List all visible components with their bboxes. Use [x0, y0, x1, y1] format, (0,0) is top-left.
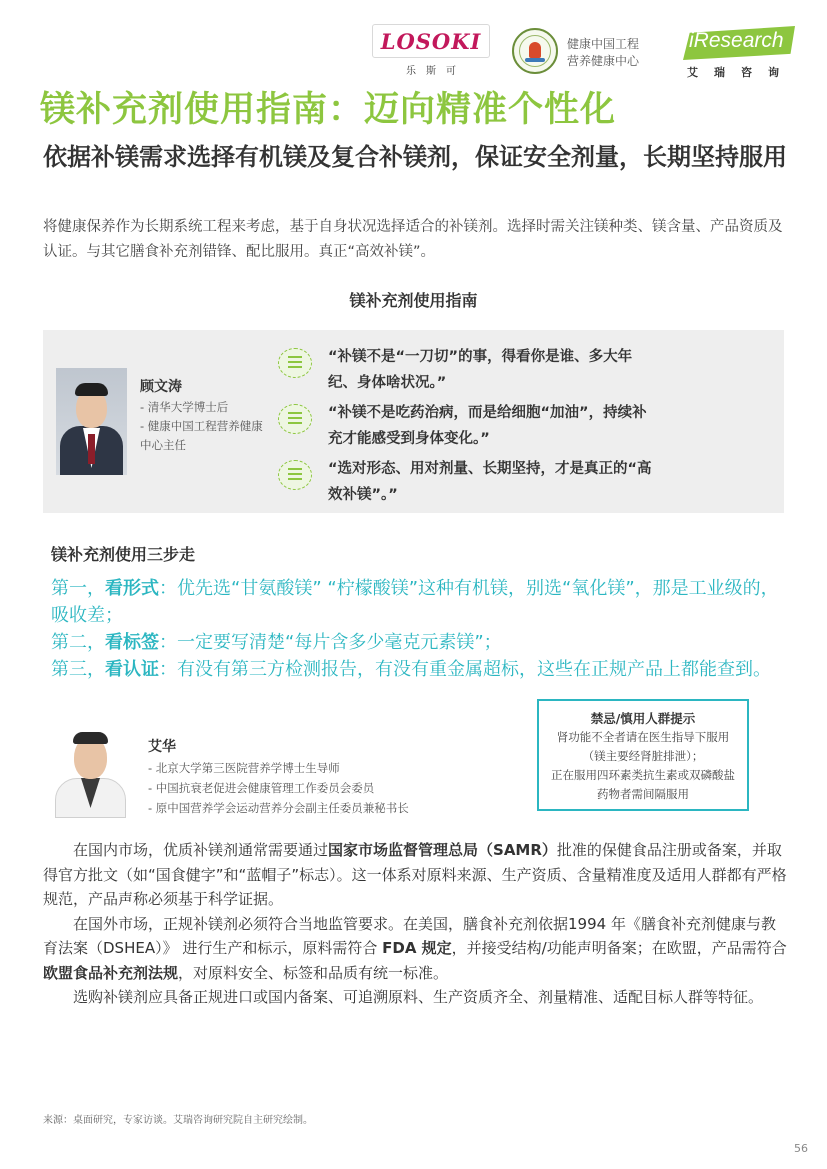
guide-section-title: 镁补充剂使用指南 — [349, 291, 478, 310]
intro-paragraph: 将健康保养作为长期系统工程来考虑，基于自身状况选择适合的补镁剂。选择时需关注镁种类、镁含量、产品资质及认证。与其它膳食补充剂错锋、配比服用。真正“高效补镁”。 — [43, 219, 783, 260]
iresearch-logo — [683, 22, 801, 84]
expert-name: 艾华 — [148, 739, 176, 755]
body-paragraphs — [43, 838, 788, 1010]
paragraph-selection: 选购补镁剂应具备正规进口或国内备案、可追溯原料、生产资质齐全、剂量精准、适配目标人群等特征。 — [73, 988, 764, 1006]
step-item-1: 第一，看形式：优先选“甘氨酸镁” “柠檬酸镁”这种有机镁，别选“氧化镁”，那是工业级的，吸收差； — [51, 578, 779, 626]
quote-item — [273, 454, 773, 512]
expert-photo-ai-hua — [51, 722, 130, 818]
quote-item — [273, 342, 773, 400]
expert-quote-panel — [43, 330, 784, 513]
expert-photo-gu-wentao — [56, 368, 127, 475]
caution-title: 禁忌/慎用人群提示 — [590, 711, 696, 726]
expert-name: 顾文涛 — [140, 379, 182, 395]
page-subtitle: 依据补镁需求选择有机镁及复合补镁剂，保证安全剂量，长期坚持服用 — [43, 143, 787, 171]
speech-bubble-icon — [278, 460, 312, 490]
losoki-chinese-name: 乐斯可 — [406, 66, 466, 77]
step-item-3: 第三，看认证：有没有第三方检测报告，有没有重金属超标，这些在正规产品上都能查到。 — [51, 659, 771, 680]
paragraph-overseas: 在国外市场，正规补镁剂必须符合当地监管要求。在美国，膳食补充剂依据1994 年《膳食补充剂健康与教育法案（DSHEA）》 进行生产和标示，原料需符合 FDA 规定，并接受结构/功能声明备案；在欧盟，产品需符合欧盟食品补充剂法规，对原料安全、标签和品质有统一标准。 — [43, 914, 787, 982]
steps-list — [51, 575, 786, 683]
source-note: 来源：桌面研究，专家访谈。艾瑞咨询研究院自主研究绘制。 — [43, 1115, 313, 1126]
health-center-name: 健康中国工程 营养健康中心 — [567, 37, 640, 68]
expert-credentials: - 清华大学博士后 - 健康中国工程营养健康中心主任 — [140, 400, 263, 452]
speech-bubble-icon — [278, 348, 312, 378]
losoki-wordmark: LOSOKI — [380, 28, 482, 54]
header-logos — [370, 22, 810, 84]
health-center-seal-icon — [512, 28, 558, 74]
quote-text: “选对形态、用对剂量、长期坚持，才是真正的“高效补镁”。” — [328, 461, 652, 503]
quote-item — [273, 398, 773, 456]
step-item-2: 第二，看标签：一定要写清楚“每片含多少毫克元素镁”； — [51, 632, 502, 653]
expert-credentials: - 北京大学第三医院营养学博士生导师 - 中国抗衰老促进会健康管理工作委员会委员 - 原中国营养学会运动营养分会副主任委员兼秘书长 — [148, 761, 409, 815]
losoki-logo — [372, 24, 490, 82]
page-title: 镁补充剂使用指南：迈向精准个性化 — [40, 90, 617, 130]
caution-box — [537, 699, 749, 811]
steps-section-title: 镁补充剂使用三步走 — [51, 545, 196, 564]
quote-text: “补镁不是吃药治病，而是给细胞“加油”，持续补充才能感受到身体变化。” — [328, 405, 647, 447]
paragraph-domestic: 在国内市场，优质补镁剂通常需要通过国家市场监督管理总局（SAMR）批准的保健食品注册或备案，并取得官方批文（如“国食健字”和“蓝帽子”标志）。这一体系对原料来源、生产资质、含量精准度及适用人群都有严格规范，产品声称必须基于科学证据。 — [43, 841, 787, 908]
page-number: 56 — [794, 1142, 808, 1155]
quote-text: “补镁不是“一刀切”的事，得看你是谁、多大年纪、身体啥状况。” — [328, 349, 633, 391]
caution-body: 肾功能不全者请在医生指导下服用（镁主要经肾脏排泄）； 正在服用四环素类抗生素或双磷酸盐药物者需间隔服用 — [551, 730, 735, 801]
speech-bubble-icon — [278, 404, 312, 434]
iresearch-wordmark: iResearch — [689, 29, 784, 52]
iresearch-chinese-name: 艾瑞咨询 — [687, 66, 795, 79]
